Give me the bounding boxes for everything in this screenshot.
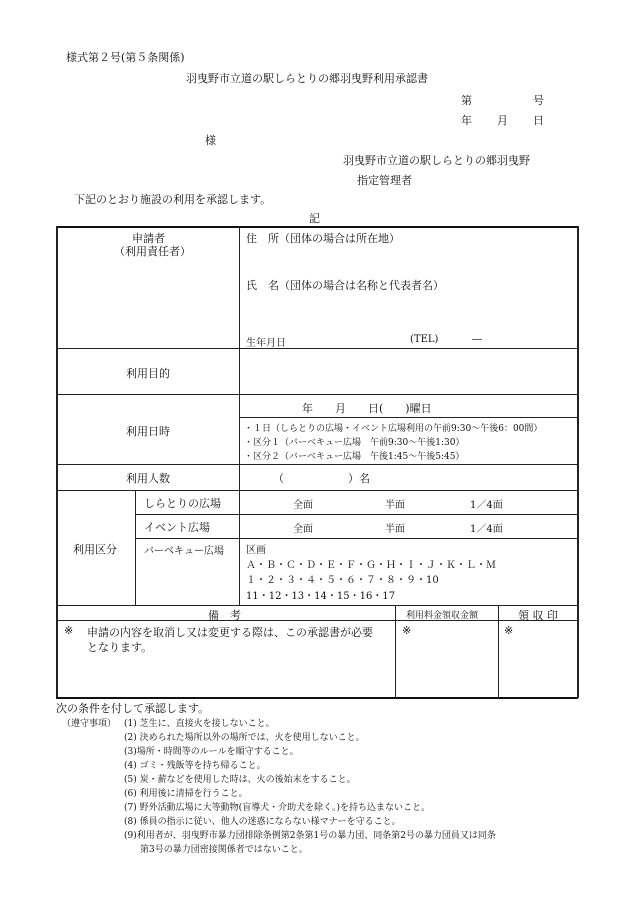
conditions-label: （遵守事項） xyxy=(62,719,117,729)
conditions-intro: 次の条件を付して承認します。 xyxy=(56,702,210,715)
shiratori-label: しらとりの広場 xyxy=(144,497,221,510)
condition-item: 第3号の暴力団密接関係者ではないこと。 xyxy=(140,845,308,855)
ki-mark: 記 xyxy=(309,212,320,225)
shiratori-full: 全面 xyxy=(293,500,313,511)
remarks-header: 備 考 xyxy=(208,609,241,622)
note-mark: ※ xyxy=(64,624,74,637)
applicant-sublabel: （利用責任者） xyxy=(114,245,191,258)
note-line-2: となります。 xyxy=(87,641,153,654)
note-line-1: 申請の内容を取消し又は変更する際は、この承認書が必要 xyxy=(87,626,373,639)
fee-mark: ※ xyxy=(402,624,412,637)
condition-item: (6) 利用後に清掃を行うこと。 xyxy=(124,789,248,799)
time-option-section2: ・区分２（バーベキュー広場 午後1:45～午後5:45） xyxy=(244,452,465,462)
event-half: 半面 xyxy=(385,524,405,535)
bbq-section-label: 区画 xyxy=(246,545,266,556)
time-option-full-day: ・１日（しらとりの広場・イベント広場利用の午前9:30～午後6：00間） xyxy=(244,424,543,434)
event-label: イベント広場 xyxy=(144,521,210,534)
date-day: 日 xyxy=(533,114,544,127)
bbq-section-numbers-2: 11・12・13・14・15・16・17 xyxy=(246,591,396,602)
address-label: 住 所（団体の場合は所在地） xyxy=(246,232,400,245)
bbq-label: バーベキュー広場 xyxy=(144,546,224,557)
people-open-paren: （ xyxy=(273,472,284,485)
usage-label: 利用区分 xyxy=(73,543,117,556)
people-label: 利用人数 xyxy=(126,472,170,485)
condition-item: (9)利用者が、羽曳野市暴力団排除条例第2条第1号の暴力団、同条第2号の暴力団員又は同条 xyxy=(124,831,496,841)
document-title: 羽曳野市立道の駅しらとりの郷羽曳野利用承認書 xyxy=(186,72,428,85)
event-full: 全面 xyxy=(293,524,313,535)
issuer-facility: 羽曳野市立道の駅しらとりの郷羽曳野 xyxy=(343,154,530,167)
addressee-suffix: 様 xyxy=(205,134,216,147)
receipt-mark: ※ xyxy=(504,624,514,637)
condition-item: (7) 野外活動広場に大等動物(盲導犬・介助犬を除く。)を持ち込まないこと。 xyxy=(124,803,430,813)
purpose-label: 利用目的 xyxy=(126,367,170,380)
shiratori-half: 半面 xyxy=(385,500,405,511)
condition-item: (1) 芝生に、直接火を接しないこと。 xyxy=(124,719,275,729)
form-number: 様式第２号(第５条関係) xyxy=(66,51,185,64)
intro-text: 下記のとおり施設の利用を承認します。 xyxy=(74,193,272,206)
condition-item: (2) 決められた場所以外の場所では、火を使用しないこと。 xyxy=(124,733,365,743)
tel-dash: ― xyxy=(472,334,482,345)
condition-item: (3)場所・時間等のルールを順守すること。 xyxy=(124,747,299,757)
time-option-section1: ・区分１（バーベキュー広場 午前9:30～午後1:30） xyxy=(244,438,465,448)
condition-item: (5) 炭・薪などを使用した時は、火の後始末をすること。 xyxy=(124,775,356,785)
datetime-label: 利用日時 xyxy=(126,425,170,438)
date-line: 年 月 日( )曜日 xyxy=(302,402,432,415)
date-year: 年 xyxy=(461,114,472,127)
tel-label: (TEL) xyxy=(410,334,439,345)
bbq-section-numbers-1: １・２・３・４・５・６・７・８・９・10 xyxy=(246,575,439,586)
applicant-label: 申請者 xyxy=(132,232,165,245)
name-label: 氏 名（団体の場合は名称と代表者名） xyxy=(246,279,444,292)
fee-header: 利用料金領収金額 xyxy=(406,611,479,621)
bbq-section-letters: Ａ・Ｂ・Ｃ・Ｄ・Ｅ・Ｆ・Ｇ・Ｈ・Ｉ・Ｊ・Ｋ・Ｌ・Ｍ xyxy=(246,560,496,571)
condition-item: (8) 係員の指示に従い、他人の迷惑にならない様マナーを守ること。 xyxy=(124,817,401,827)
event-quarter: 1／4面 xyxy=(470,524,503,535)
receipt-header: 領 収 印 xyxy=(518,609,558,622)
condition-item: (4) ゴミ・残飯等を持ち帰ること。 xyxy=(124,761,266,771)
date-month: 月 xyxy=(497,114,508,127)
shiratori-quarter: 1／4面 xyxy=(470,500,503,511)
doc-number-prefix: 第 xyxy=(461,94,472,107)
birthdate-label: 生年月日 xyxy=(246,338,286,349)
people-close: ）名 xyxy=(348,472,370,485)
doc-number-suffix: 号 xyxy=(533,94,544,107)
issuer-role: 指定管理者 xyxy=(357,174,412,187)
